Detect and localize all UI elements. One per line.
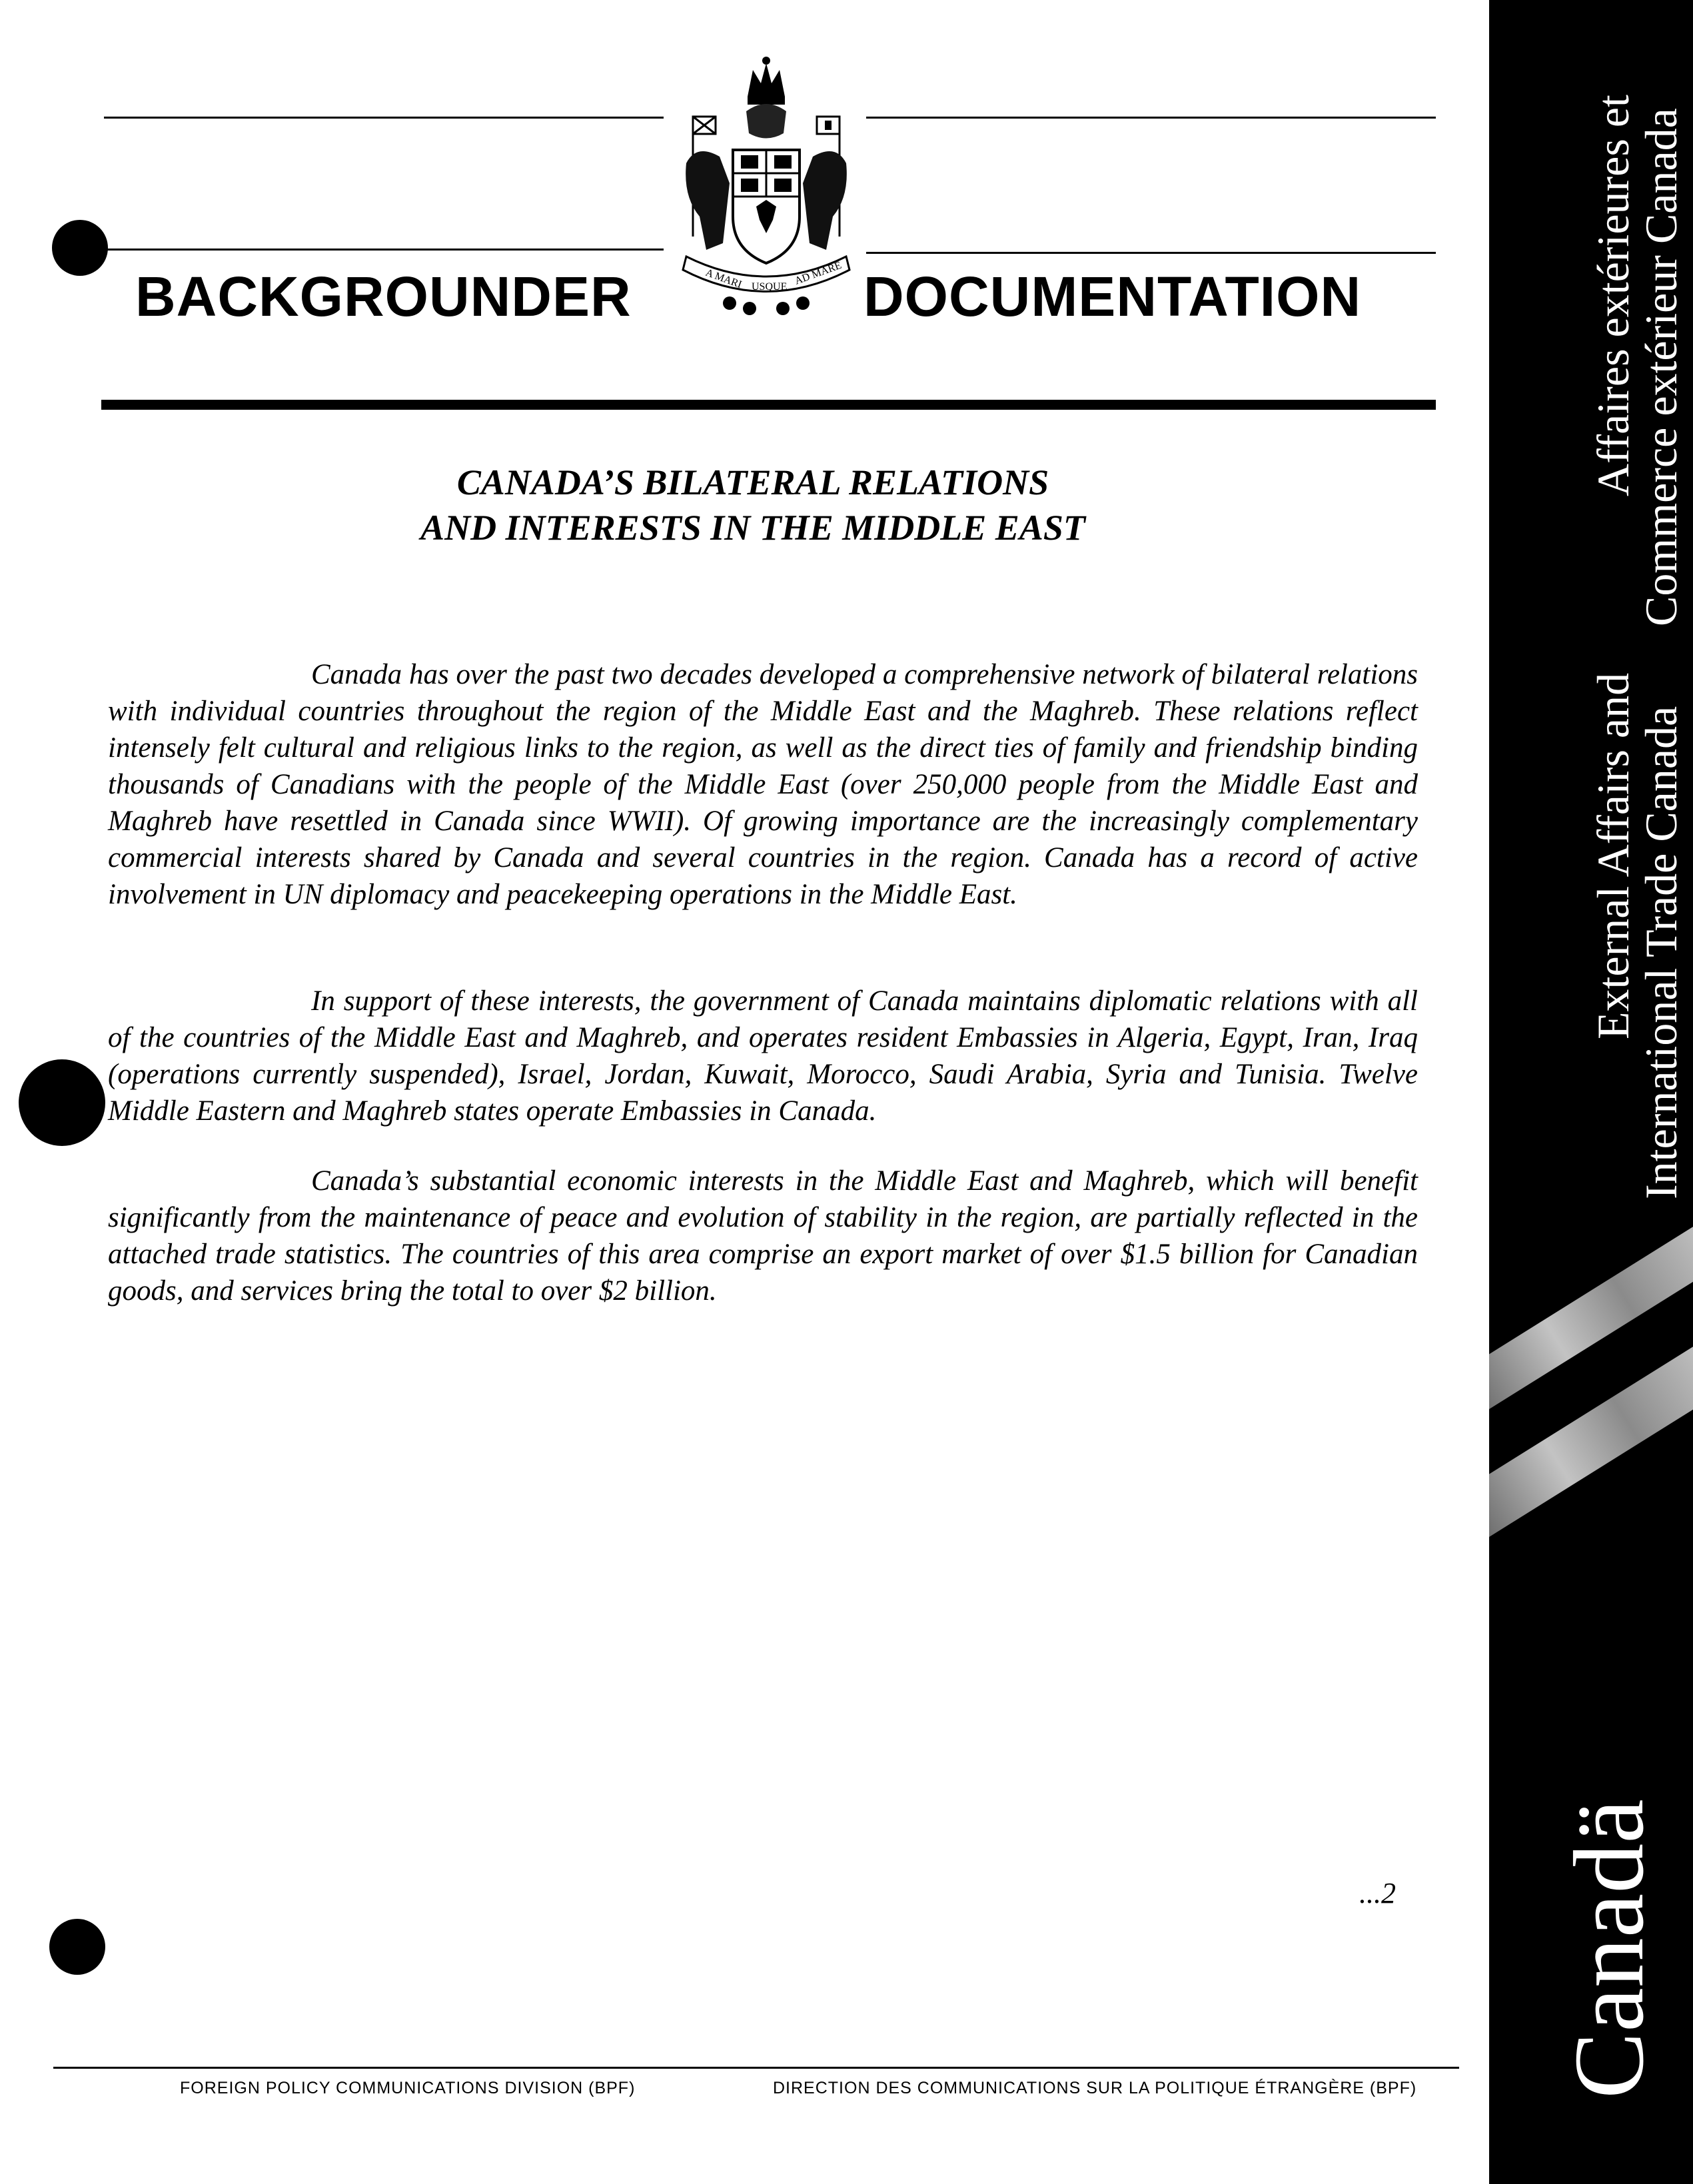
body-paragraph-2: In support of these interests, the government of Canada maintains diplomatic relations with all of the countries of the Middle East and Maghreb, and operates resident Embassies in Algeria, Egypt, Iran, Iraq (operations currently suspended), Israel, Jordan, Kuwait, Morocco, Saudi Arabia, Syria and Tunisia. Twelve Middle Eastern and Maghreb states operate Embassies in Canada.: [108, 985, 1418, 1127]
sidebar-english-line2: International Trade Canada: [1636, 706, 1686, 1199]
page-number: ...2: [1359, 1877, 1396, 1910]
document-title-line1: CANADA’S BILATERAL RELATIONS: [456, 462, 1049, 502]
header-rule-mid-left: [87, 249, 664, 251]
backgrounder-heading: BACKGROUNDER: [135, 265, 632, 328]
crest-motto-left: A MARI: [704, 267, 744, 291]
sidebar-english-line1: External Affairs and: [1588, 672, 1638, 1039]
documentation-heading: DOCUMENTATION: [863, 265, 1362, 328]
department-sidebar: [1489, 0, 1693, 2184]
crest-motto-right: AD MARE: [793, 259, 844, 287]
header-rule-mid-right: [866, 252, 1436, 254]
coat-of-arms-icon: [666, 50, 866, 316]
punch-hole-bottom: [49, 1919, 105, 1975]
footer-rule: [53, 2067, 1459, 2069]
header-rule-top-right: [866, 117, 1436, 119]
punch-hole-top: [52, 220, 108, 276]
footer-english: FOREIGN POLICY COMMUNICATIONS DIVISION (BPF): [180, 2079, 636, 2097]
crest-motto-center: USQUE: [752, 281, 788, 292]
sidebar-french-line2: Commerce extérieur Canada: [1636, 108, 1686, 626]
header-rule-top-left: [104, 117, 664, 119]
sidebar-french-line1: Affaires extérieures et: [1588, 95, 1638, 496]
header-thick-rule: [101, 400, 1436, 410]
body-paragraph-1: Canada has over the past two decades developed a comprehensive network of bilateral relations with individual countries throughout the region of the Middle East and the Maghreb. These relations reflect intensely felt cultural and religious links to the region, as well as the direct ties of family and friendship binding thousands of Canadians with the people of the Middle East (over 250,000 people from the Middle East and Maghreb have resettled in Canada since WWII). Of growing importance are the increasingly complementary commercial interests shared by Canada and several countries in the region. Canada has a record of active involvement in UN diplomacy and peacekeeping operations in the Middle East.: [108, 659, 1418, 910]
canada-wordmark: Canadä: [1554, 1799, 1664, 2099]
footer-french: DIRECTION DES COMMUNICATIONS SUR LA POLITIQUE ÉTRANGÈRE (BPF): [773, 2079, 1417, 2097]
document-title-line2: AND INTERESTS IN THE MIDDLE EAST: [420, 508, 1085, 548]
body-paragraph-3: Canada’s substantial economic interests in the Middle East and Maghreb, which will benefit significantly from the maintenance of peace and evolution of stability in the region, are partially reflected in the attached trade statistics. The countries of this area comprise an export market of over $1.5 billion for Canadian goods, and services bring the total to over $2 billion.: [108, 1165, 1418, 1307]
punch-hole-middle: [19, 1059, 105, 1146]
